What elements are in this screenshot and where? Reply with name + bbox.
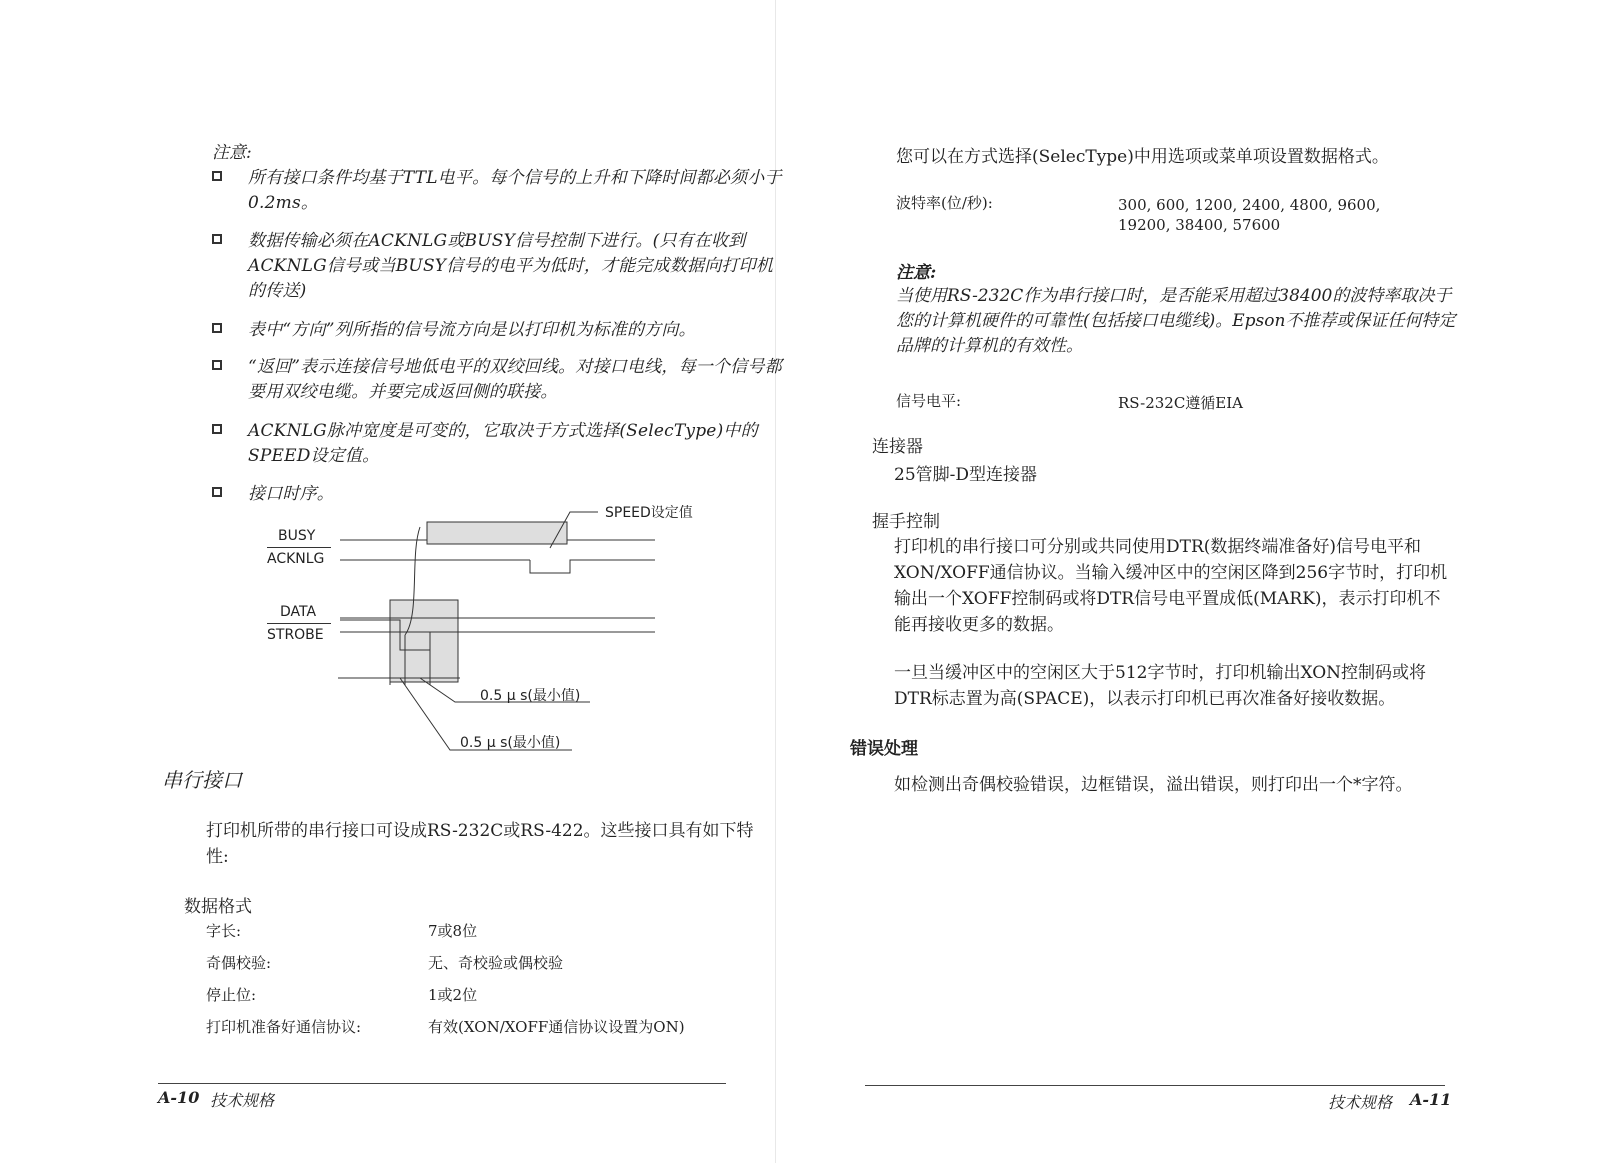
note-bullet — [212, 419, 782, 469]
data-format-key: 打印机准备好通信协议: — [206, 1018, 362, 1036]
page-number: A-11 — [1410, 1090, 1452, 1109]
checkbox-bullet-icon — [212, 234, 222, 244]
min-width-label: 0.5 μ s(最小值) — [480, 688, 581, 704]
data-format-key: 字长: — [206, 922, 242, 940]
data-format-title: 数据格式 — [184, 897, 252, 917]
checkbox-bullet-icon — [212, 424, 222, 434]
label-divider — [267, 623, 331, 624]
strobe-line — [340, 620, 655, 650]
acknlg-label: ACKNLG — [267, 551, 325, 567]
signal-value: RS-232C遵循EIA — [1118, 394, 1244, 412]
min-width-label: 0.5 μ s(最小值) — [460, 735, 561, 751]
note-label: 注意: — [896, 263, 937, 283]
busy-label: BUSY — [278, 528, 316, 544]
data-format-key: 奇偶校验: — [206, 954, 272, 972]
bullet-text: 所有接口条件均基于TTL电平。每个信号的上升和下降时间都必须小于0.2ms。 — [248, 168, 782, 213]
data-format-value: 1或2位 — [428, 986, 478, 1004]
format-intro: 您可以在方式选择(SelecType)中用选项或菜单项设置数据格式。 — [896, 147, 1389, 167]
footer-title: 技术规格 — [1328, 1093, 1393, 1112]
error-text: 如检测出奇偶校验错误，边框错误，溢出错误，则打印出一个*字符。 — [894, 775, 1413, 795]
data-label: DATA — [280, 604, 317, 620]
baud-key: 波特率(位/秒): — [896, 194, 993, 212]
connector-title: 连接器 — [872, 437, 923, 457]
footer-rule — [865, 1085, 1445, 1086]
error-title: 错误处理 — [850, 739, 918, 759]
page-number: A-10 — [158, 1088, 200, 1107]
strobe-label: STROBE — [267, 627, 324, 643]
footer-rule — [158, 1083, 726, 1084]
section-title: 串行接口 — [162, 768, 242, 792]
note-bullet — [212, 166, 782, 216]
data-format-value: 有效(XON/XOFF通信协议设置为ON) — [428, 1018, 685, 1036]
bullet-text: “返回”表示连接信号地低电平的双绞回线。对接口电线，每一个信号都要用双绞电缆。并要完成返回侧的联接。 — [248, 357, 782, 402]
checkbox-bullet-icon — [212, 171, 222, 181]
bullet-text: ACKNLG脉冲宽度是可变的，它取决于方式选择(SelecType)中的SPEED设定值。 — [248, 421, 758, 466]
data-format-key: 停止位: — [206, 986, 257, 1004]
handshake-title: 握手控制 — [872, 512, 940, 532]
handshake-paragraph: 打印机的串行接口可分别或共同使用DTR(数据终端准备好)信号电平和XON/XOFF通信协议。当输入缓冲区中的空闲区降到256字节时，打印机输出一个XOFF控制码或将DTR信号电平置成低(MARK)，表示打印机不能再接收更多的数据。 — [894, 537, 1448, 635]
busy-high-region — [427, 522, 567, 544]
label-divider — [267, 547, 331, 548]
baud-values: 19200, 38400, 57600 — [1118, 216, 1281, 234]
bullet-text: 数据传输必须在ACKNLG或BUSY信号控制下进行。(只有在收到ACKNLG信号或当BUSY信号的电平为低时，才能完成数据向打印机的传送) — [248, 231, 774, 301]
speed-label: SPEED设定值 — [605, 505, 693, 521]
baud-values: 300, 600, 1200, 2400, 4800, 9600, — [1118, 196, 1381, 214]
serial-intro: 打印机所带的串行接口可设成RS-232C或RS-422。这些接口具有如下特性: — [206, 821, 754, 867]
checkbox-bullet-icon — [212, 360, 222, 370]
checkbox-bullet-icon — [212, 323, 222, 333]
connector-text: 25管脚-D型连接器 — [894, 465, 1038, 485]
handshake-paragraph: 一旦当缓冲区中的空闲区大于512字节时，打印机输出XON控制码或将DTR标志置为高(SPACE)，以表示打印机已再次准备好接收数据。 — [894, 663, 1427, 709]
data-format-value: 无、奇校验或偶校验 — [428, 954, 564, 972]
signal-key: 信号电平: — [896, 392, 962, 410]
checkbox-bullet-icon — [212, 487, 222, 497]
note-label: 注意: — [212, 143, 252, 163]
note-bullet — [212, 318, 782, 343]
bullet-text: 接口时序。 — [248, 484, 334, 504]
footer-title: 技术规格 — [210, 1091, 275, 1110]
note-text: 当使用RS-232C作为串行接口时，是否能采用超过38400的波特率取决于您的计算机硬件的可靠性(包括接口电缆线)。Epson不推荐或保证任何特定品牌的计算机的有效性。 — [896, 286, 1456, 356]
note-bullet — [212, 355, 782, 405]
bullet-text: 表中“方向”列所指的信号流方向是以打印机为标准的方向。 — [248, 320, 696, 340]
data-format-value: 7或8位 — [428, 922, 478, 940]
note-bullet — [212, 229, 782, 304]
